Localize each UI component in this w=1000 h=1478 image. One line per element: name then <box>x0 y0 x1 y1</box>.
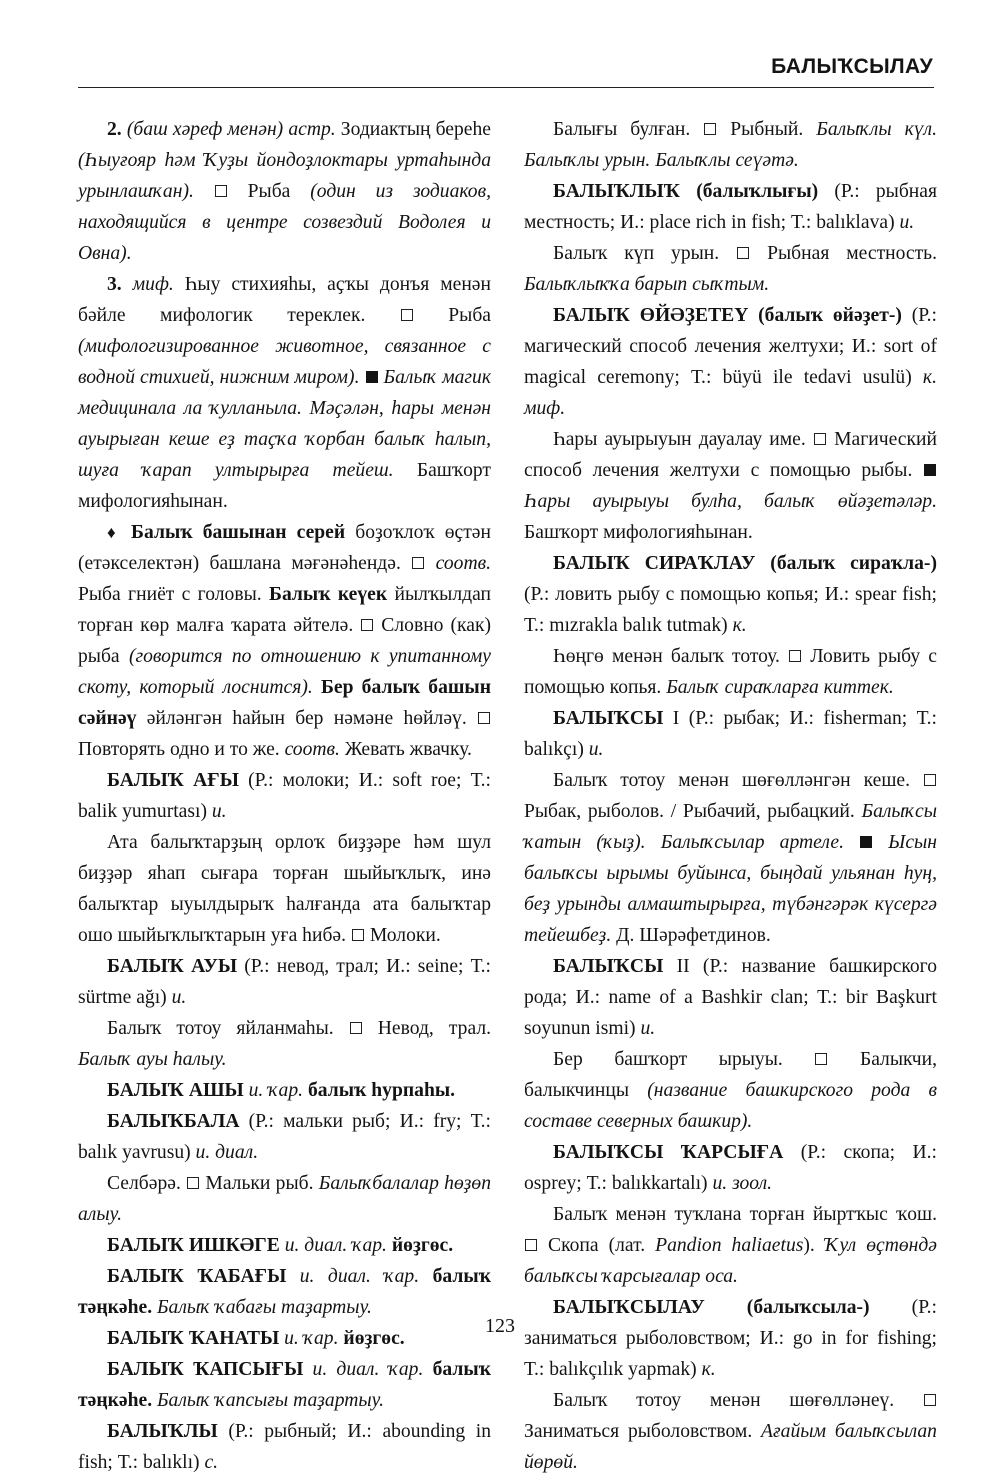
idiom-translation: Словно (как) рыба <box>78 615 491 667</box>
part-of-speech: и. диал. ҡар. <box>303 1359 424 1380</box>
part-of-speech: и. ҡар. <box>243 1080 304 1101</box>
header-rule <box>78 87 934 88</box>
latin-note: ). <box>803 1235 815 1256</box>
sense-number: 2. <box>107 119 122 140</box>
reference-word: йөҙгөс. <box>386 1235 454 1256</box>
definition-text: Һары ауырыуын дауалау име. <box>553 429 806 450</box>
translations: (Р.: скопа; И.: osprey; Т.: balıkkartalı) <box>524 1142 937 1194</box>
headword: БАЛЫҠ АШЫ <box>107 1080 244 1101</box>
reference-word: балыҡ тәңкәһе. <box>78 1359 491 1411</box>
square-outline-icon <box>187 1177 199 1189</box>
definition-text: Зодиактың береһе <box>335 119 491 140</box>
sense-gloss: миф. <box>132 274 174 295</box>
entry-headword-line <box>78 1416 491 1478</box>
square-outline-icon <box>215 185 227 197</box>
russian-note: (говорится по отношению к упитанному скоту, который лоснится). <box>78 646 491 698</box>
square-filled-icon <box>366 371 378 383</box>
translations: (Р.: заниматься рыболовством; И.: go in for fishing; Т.: balıkçılık yapmak) <box>524 1297 937 1380</box>
square-outline-icon <box>737 247 749 259</box>
example-sentence: Балыҡ магик медицинала ла ҡулланыла. Мәҫәлән, һары менән ауырыған кеше еҙ таҫҡа ҡорбан балыҡ һалып, шуға ҡарап ултырырға тейеш. <box>78 367 491 481</box>
entry-definition <box>524 114 937 176</box>
entry-headword-line <box>524 951 937 1044</box>
part-of-speech: и. диал. ҡар. <box>286 1266 420 1287</box>
definition-text: Балыҡ тотоу менән шөғөлләнеү. <box>553 1390 895 1411</box>
headword: БАЛЫҠЛЫҠ (балыҡлығы) <box>553 181 819 202</box>
entry-definition <box>78 1013 491 1075</box>
reference-word: йөҙгөс. <box>338 1328 405 1349</box>
translations: (Р.: мальки рыб; И.: fry; Т.: balık yavrusu) <box>78 1111 491 1163</box>
square-filled-icon <box>924 464 936 476</box>
homonym-number: II <box>663 956 690 977</box>
translations: (Р.: название башкирского рода; И.: name of a Bashkir clan; Т.: bir Başkurt soyunun ismi) <box>524 956 937 1039</box>
definition-text: Балыҡ тотоу менән шөғөлләнгән кеше. <box>553 770 911 791</box>
example-sentence: Ағайым балыҡсылап йөрөй. <box>524 1421 937 1473</box>
russian-note: (название башкирского рода в составе северных башкир). <box>524 1080 937 1132</box>
diamond-icon: ♦ <box>107 523 121 542</box>
definition-text: Ата балыҡтарҙың орлоҡ биҙҙәре һәм шул биҙҙәр яһап сығара торған шыйыҡлыҡ, инә балыҡтар ыуылдырыҡ һалғанда ата балыҡтар ошо шыйыҡлыҡтарын уға һибә. <box>78 832 491 946</box>
russian-translation: Невод, трал. <box>362 1018 491 1039</box>
square-outline-icon <box>814 433 826 445</box>
latin-note: (лат. <box>608 1235 656 1256</box>
part-of-speech: и. <box>211 801 227 822</box>
headword: БАЛЫҠЛЫ <box>107 1421 218 1442</box>
square-outline-icon <box>361 619 373 631</box>
reference-word: балыҡ тәңкәһе. <box>78 1266 491 1318</box>
entry-headword-line <box>524 548 937 641</box>
example-sentence: Балыҡ сираҡларға киттек. <box>666 677 894 698</box>
headword: БАЛЫҠ ИШКӘГЕ <box>107 1235 280 1256</box>
entry-definition <box>524 424 937 548</box>
quote-author: Д. Шәрәфетдинов. <box>611 925 771 946</box>
sense-number: 3. <box>107 274 122 295</box>
square-outline-icon <box>525 1239 537 1251</box>
headword: БАЛЫҠСЫЛАУ (балыҡсыла-) <box>553 1297 870 1318</box>
entry-headword-line <box>78 765 491 827</box>
russian-translation: Рыба <box>227 181 311 202</box>
homonym-number: I <box>663 708 680 729</box>
part-of-speech: с. <box>204 1452 219 1473</box>
abbreviation: соотв. <box>435 553 492 574</box>
translations: (Р.: рыбный; И.: abounding in fish; Т.: balıklı) <box>78 1421 491 1473</box>
example-sentence: Балыҡ ауы һалыу. <box>78 1049 227 1070</box>
page-number: 123 <box>485 1315 515 1337</box>
entry-definition <box>524 1199 937 1292</box>
part-of-speech: к. <box>701 1359 716 1380</box>
part-of-speech: и. <box>171 987 187 1008</box>
definition-text: Балыҡ менән туҡлана торған йыртҡыс ҡош. <box>553 1204 937 1225</box>
latin-name: Pandion haliaetus <box>655 1235 804 1256</box>
square-outline-icon <box>401 309 413 321</box>
russian-translation: Заниматься рыболовством. <box>524 1421 762 1442</box>
example-source: Башҡорт мифологияһынан. <box>524 522 753 543</box>
idiom-phrase: Балыҡ башынан серей <box>120 522 346 543</box>
translations: (Р.: невод, трал; И.: seine; Т.: sürtme ağı) <box>78 956 491 1008</box>
example-sentence: Балыҡбалалар һөҙөп алыу. <box>78 1173 491 1225</box>
idiom-phrase: Бер балыҡ башын сәйнәү <box>78 677 491 729</box>
definition-italic: (Һыуғояр һәм Ҡуҙы йондоҙлоктары уртаһында урынлашҡан). <box>78 150 491 202</box>
part-of-speech: и. <box>588 739 604 760</box>
translations: (Р.: рыбная местность; И.: place rich in fish; Т.: balıklava) <box>524 181 937 233</box>
entry-headword-line <box>524 703 937 765</box>
square-outline-icon <box>478 712 490 724</box>
square-outline-icon <box>352 929 364 941</box>
entry-definition <box>524 641 937 703</box>
sense-gloss: (баш хәреф менән) астр. <box>126 119 336 140</box>
phraseology <box>78 517 491 765</box>
definition-text: Балығы булған. <box>553 119 691 140</box>
example-sentence: Балыҡ ҡабағы таҙартыу. <box>152 1297 372 1318</box>
definition-text: Балыҡ тотоу яйланмаһы. <box>107 1018 334 1039</box>
entry-headword-line <box>524 1292 937 1385</box>
translations: (Р.: рыбак; И.: fisherman; Т.: balıkçı) <box>524 708 937 760</box>
example-source: Башҡорт мифологияһынан. <box>78 460 491 512</box>
square-filled-icon <box>860 836 872 848</box>
entry-headword-line <box>78 1106 491 1168</box>
headword: БАЛЫҠ АУЫ <box>107 956 238 977</box>
entry-headword-line <box>524 176 937 238</box>
example-sentence: Ҡул өҫтөндә балыҡсы ҡарсығалар оса. <box>524 1235 938 1287</box>
russian-translation: Молоки. <box>364 925 441 946</box>
part-of-speech: и. зоол. <box>712 1173 773 1194</box>
entry-headword-line <box>78 951 491 1013</box>
sense-3 <box>78 269 491 517</box>
entry-cross-reference <box>78 1261 491 1323</box>
right-column <box>524 114 937 1478</box>
headword: БАЛЫҠБАЛА <box>107 1111 240 1132</box>
russian-note: (мифологизированное животное, связанное с водной стихией, нижним миром). <box>78 336 491 388</box>
headword: БАЛЫҠ ҠАПСЫҒЫ <box>107 1359 304 1380</box>
russian-translation: Рыбный. <box>717 119 817 140</box>
part-of-speech: и. <box>899 212 915 233</box>
literary-quote: Ысын балыҡсы ырымы буйынса, быңдай ульянан һуң, беҙ урынды алмаштырырға, түбәнгәрәк күсергә тейешбеҙ. <box>524 832 938 946</box>
square-outline-icon <box>815 1053 827 1065</box>
example-sentence: Балыҡсы ҡатын (ҡыҙ). Балыҡсылар артеле. <box>524 801 937 853</box>
russian-translation: Мальки рыб. <box>200 1173 319 1194</box>
entry-definition <box>524 1044 937 1137</box>
headword: БАЛЫҠСЫ <box>553 708 664 729</box>
translations: (Р.: магический способ лечения желтухи; И.: sort of magical ceremony; Т.: büyü ile tedavi usulü) <box>524 305 938 388</box>
square-outline-icon <box>924 1394 936 1406</box>
russian-translation: Балыкчи, балыкчинцы <box>524 1049 937 1101</box>
example-sentence: Балыҡлы күл. Балыҡлы урын. Балыҡлы сеүәтә. <box>524 119 937 171</box>
square-outline-icon <box>924 774 936 786</box>
idiom-meaning: боҙоҡлоҡ өҫтән (етәкселектән) башлана мәғәнәһендә. <box>78 522 491 574</box>
entry-definition <box>524 238 937 300</box>
definition-text: Бер башҡорт ырыуы. <box>553 1049 783 1070</box>
square-outline-icon <box>350 1022 362 1034</box>
entry-cross-reference <box>78 1075 491 1106</box>
square-outline-icon <box>704 123 716 135</box>
part-of-speech: и. диал. <box>195 1142 259 1163</box>
definition-text: Селбәрә. <box>107 1173 181 1194</box>
left-column <box>78 114 491 1478</box>
headword: БАЛЫҠ АҒЫ <box>107 770 239 791</box>
idiom-translation: Жевать жвачку. <box>339 739 472 760</box>
part-of-speech: и. <box>640 1018 656 1039</box>
entry-definition <box>524 765 937 951</box>
headword: БАЛЫҠСЫ <box>553 956 664 977</box>
sense-2 <box>78 114 491 269</box>
idiom-phrase: Балыҡ кеүек <box>268 584 388 605</box>
abbreviation: соотв. <box>284 739 340 760</box>
russian-translation: Рыбак, рыболов. / Рыбачий, рыбацкий. <box>524 801 862 822</box>
running-head: БАЛЫҠСЫЛАУ <box>771 55 933 78</box>
part-of-speech: и. ҡар. <box>279 1328 339 1349</box>
headword: БАЛЫҠ ҠАНАТЫ <box>107 1328 280 1349</box>
idiom-meaning: әйләнгән һайын бер нәмәне һөйләү. <box>136 708 467 729</box>
entry-definition <box>78 1168 491 1230</box>
definition-text: Һөңгө менән балыҡ тотоу. <box>553 646 780 667</box>
headword: БАЛЫҠ ӨЙӘҘЕТЕҮ (балыҡ өйәҙет-) <box>553 305 902 326</box>
part-of-speech: к. миф. <box>524 367 937 419</box>
idiom-translation: Повторять одно и то же. <box>78 739 285 760</box>
example-sentence: Балыҡ ҡапсығы таҙартыу. <box>152 1390 385 1411</box>
square-outline-icon <box>412 557 424 569</box>
reference-word: балыҡ һурпаһы. <box>303 1080 456 1101</box>
entry-definition <box>78 827 491 951</box>
headword: БАЛЫҠ СИРАҠЛАУ (балыҡ сираҡла-) <box>553 553 937 574</box>
entry-cross-reference <box>78 1354 491 1416</box>
definition-text: Балыҡ күп урын. <box>553 243 720 264</box>
russian-translation: Скопа <box>538 1235 609 1256</box>
headword: БАЛЫҠ ҠАБАҒЫ <box>107 1266 287 1287</box>
russian-translation: Магический способ лечения желтухи с помощью рыбы. <box>524 429 937 481</box>
russian-note: (один из зодиаков, находящийся в центре созвездий Водолея и Овна). <box>78 181 492 264</box>
entry-definition <box>524 1385 937 1478</box>
example-sentence: Балыҡлыҡҡа барып сыҡтым. <box>524 274 770 295</box>
entry-cross-reference <box>78 1230 491 1261</box>
example-sentence: Һары ауырыуы булһа, балыҡ өйәҙетәләр. <box>524 491 937 512</box>
definition-text: Һыу стихияһы, аҫҡы донъя менән бәйле мифологик тереклек. <box>78 274 491 326</box>
square-outline-icon <box>789 650 801 662</box>
translations: (Р.: молоки; И.: soft roe; Т.: balik yumurtası) <box>78 770 491 822</box>
part-of-speech: к. <box>732 615 747 636</box>
headword: БАЛЫҠСЫ ҠАРСЫҒА <box>553 1142 784 1163</box>
part-of-speech: и. диал. ҡар. <box>279 1235 387 1256</box>
idiom-translation: Рыба гниёт с головы. <box>78 584 269 605</box>
idiom-meaning: йылҡылдап торған көр малға ҡарата әйтелә. <box>78 584 491 636</box>
russian-translation: Рыба <box>413 305 491 326</box>
russian-translation: Ловить рыбу с помощью копья. <box>524 646 937 698</box>
russian-translation: Рыбная местность. <box>750 243 937 264</box>
translations: (Р.: ловить рыбу с помощью копья; И.: spear fish; Т.: mızrakla balık tutmak) <box>524 584 937 636</box>
entry-headword-line <box>524 1137 937 1199</box>
entry-headword-line <box>524 300 937 424</box>
